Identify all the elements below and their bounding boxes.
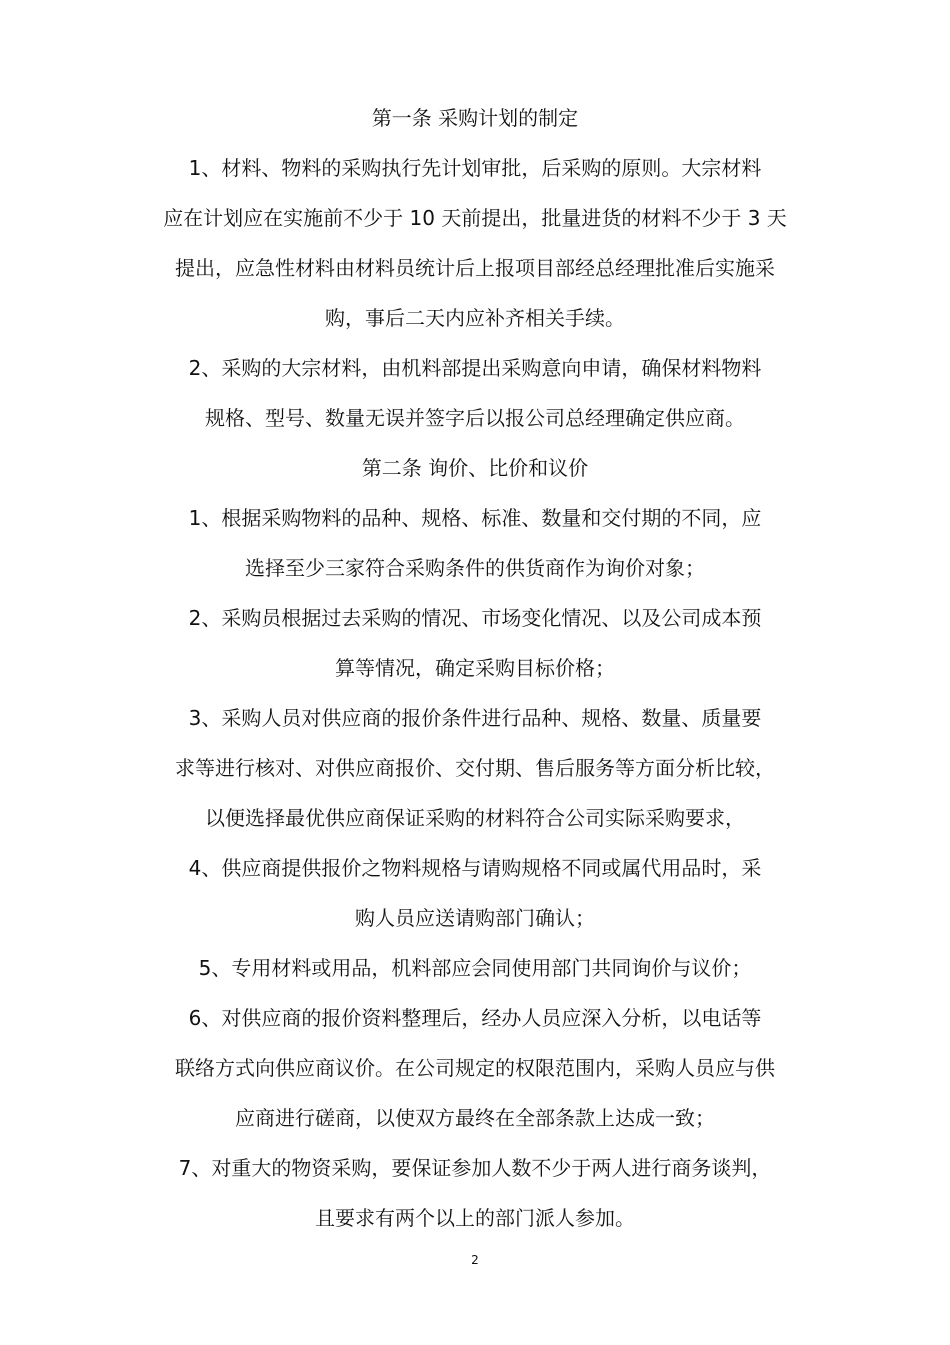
text-line: 应商进行磋商，以使双方最终在全部条款上达成一致； xyxy=(235,1106,715,1130)
text-line: 1、材料、物料的采购执行先计划审批，后采购的原则。大宗材料 xyxy=(188,156,762,180)
text-line: 3、采购人员对供应商的报价条件进行品种、规格、数量、质量要 xyxy=(188,706,762,730)
text-line: 购人员应送请购部门确认； xyxy=(355,906,595,930)
text-line: 6、对供应商的报价资料整理后，经办人员应深入分析，以电话等 xyxy=(188,1006,762,1030)
text-line: 求等进行核对、对供应商报价、交付期、售后服务等方面分析比较， xyxy=(175,756,775,780)
text-line: 购，事后二天内应补齐相关手续。 xyxy=(325,306,625,330)
text-line: 2、采购的大宗材料，由机料部提出采购意向申请，确保材料物料 xyxy=(188,356,762,380)
page-number: 2 xyxy=(471,1253,479,1267)
text-line: 规格、型号、数量无误并签字后以报公司总经理确定供应商。 xyxy=(205,406,745,430)
text-line: 1、根据采购物料的品种、规格、标准、数量和交付期的不同，应 xyxy=(188,506,762,530)
text-line: 以便选择最优供应商保证采购的材料符合公司实际采购要求， xyxy=(205,806,745,830)
text-line: 联络方式向供应商议价。在公司规定的权限范围内，采购人员应与供 xyxy=(175,1056,775,1080)
text-line: 且要求有两个以上的部门派人参加。 xyxy=(315,1206,635,1230)
section-heading: 第一条 采购计划的制定 xyxy=(371,106,579,130)
text-line: 选择至少三家符合采购条件的供货商作为询价对象； xyxy=(245,556,705,580)
text-line: 5、专用材料或用品，机料部应会同使用部门共同询价与议价； xyxy=(198,956,752,980)
text-line: 2、采购员根据过去采购的情况、市场变化情况、以及公司成本预 xyxy=(188,606,762,630)
section-heading: 第二条 询价、比价和议价 xyxy=(361,456,589,480)
text-line: 7、对重大的物资采购，要保证参加人数不少于两人进行商务谈判， xyxy=(178,1156,772,1180)
text-line: 算等情况，确定采购目标价格； xyxy=(335,656,615,680)
text-line: 应在计划应在实施前不少于 10 天前提出，批量进货的材料不少于 3 天 xyxy=(163,206,787,230)
text-line: 提出，应急性材料由材料员统计后上报项目部经总经理批准后实施采 xyxy=(175,256,775,280)
text-line: 4、供应商提供报价之物料规格与请购规格不同或属代用品时，采 xyxy=(188,856,762,880)
